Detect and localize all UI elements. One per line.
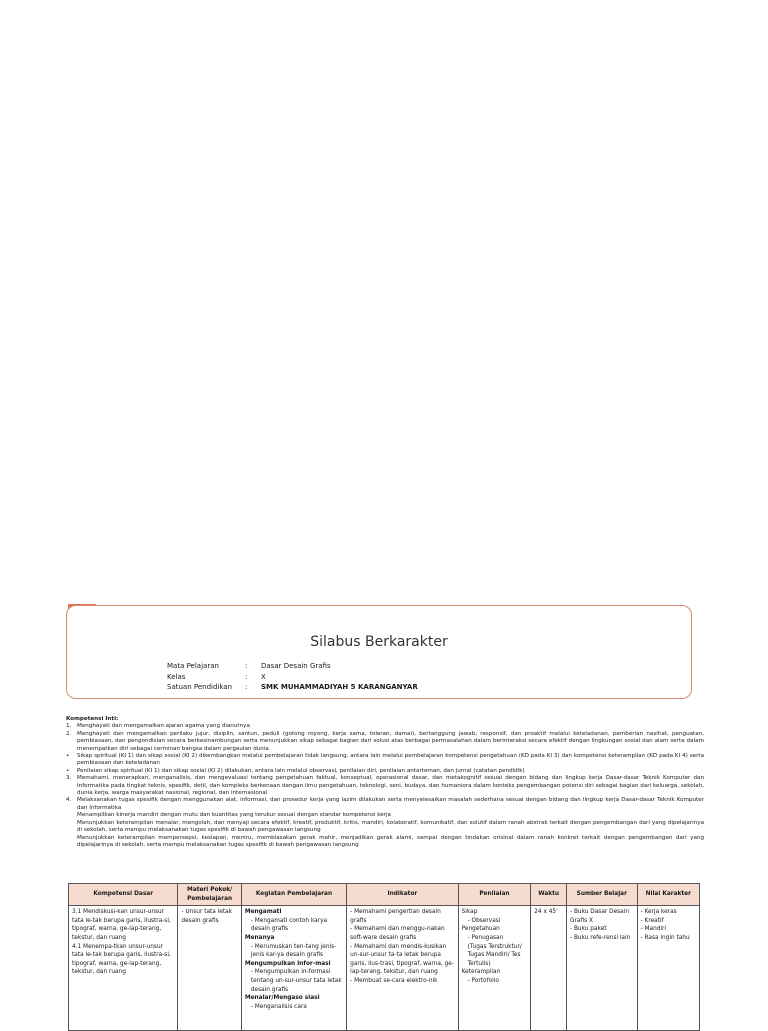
ki-num: 2.	[66, 730, 72, 737]
ki-item	[66, 731, 704, 753]
nilai-item: - Mandiri	[640, 926, 667, 933]
kompetensi-inti	[66, 716, 704, 849]
col-header: Materi Pokok/ Pembelajaran	[178, 884, 241, 906]
materi-item: - Unsur tata letak desain grafis	[181, 909, 233, 924]
kegiatan-heading: Mengumpulkan Infor-masi	[244, 960, 331, 967]
nilai-item: - Kerja keras	[640, 909, 677, 916]
ki-text: Menghayati dan mengamalkan ajaran agama yang dianutnya	[77, 723, 250, 730]
cell-waktu	[531, 906, 567, 1031]
ki-text: Menghayati dan mengamalkan perilaku jujur, disiplin, santun, peduli (gotong royong, kerja sama, toleran, damai), bertanggung jawab, responsif, dan proaktif melalui keteladanan, pemberian nasihat, penguatan, pembiasaan, dan pengondisian secara berkesinambungan serta menunjukkan sikap sebagai bagian dari solusi atas berbagai permasalahan dalam berinteraksi secara efektif dengan lingkungan sosial dan alam serta dalam menempatkan diri sebagai cerminan bangsa dalam pergaulan dunia	[77, 730, 704, 752]
penilaian-item: - Penugasan	[467, 934, 504, 941]
kegiatan-item: - Mengumpulkan in-formasi tentang un-sur-unsur tata letak desain grafis	[250, 969, 342, 993]
meta-row-mapel	[167, 661, 418, 672]
cell-materi	[178, 906, 241, 1031]
header-card	[66, 605, 692, 699]
col-header: Waktu	[531, 884, 567, 906]
penilaian-item: - Observasi	[467, 917, 501, 924]
kegiatan-item: - Menganalisis cara	[250, 1003, 307, 1010]
ki-sub: Menampilkan kinerja mandiri dengan mutu dan kuantitas yang terukur sesuai dengan standar kompetensi kerja	[77, 812, 391, 819]
waktu-value: 24 x 45'	[534, 909, 558, 916]
ki-num: 4.	[66, 797, 72, 804]
col-header: Penilaian	[458, 884, 531, 906]
col-header: Kompetensi Dasar	[69, 884, 178, 906]
meta-sep: :	[245, 672, 248, 681]
meta-key: Kelas	[167, 672, 186, 681]
meta-row-satuan	[167, 682, 418, 693]
meta-value: X	[261, 672, 266, 681]
ki-text: Penilaian sikap spiritual (KI 1) dan sikap sosial (KI 2) dilakukan, antara lain melalui observasi, penilaian diri, penilaian antarteman, dan jurnal (catatan pendidik)	[77, 767, 525, 774]
meta-value: SMK MUHAMMADIYAH 5 KARANGANYAR	[261, 683, 418, 691]
kegiatan-item: - Merumuskan ten-tang jenis-jenis kar-ya desain grafis	[250, 943, 337, 959]
kegiatan-heading: Menalar/Mengaso siasi	[244, 995, 320, 1002]
col-header: Indikator	[347, 884, 458, 906]
ki-item	[66, 753, 704, 768]
ki-sub: Menunjukkan keterampilan mempersepsi, kesiapan, meniru, membiasakan gerak mahir, menjadikan gerak alami, sampai dengan tindakan orisinal dalam ranah konkret terkait dengan pengembangan dari yang dipelajarinya di sekolah, serta mampu melaksanakan tugas spesifik di bawah pengawasan langsung	[77, 834, 704, 848]
penilaian-item: (Tugas Terstruktur/ Tugas Mandiri/ Tes Tertulis)	[467, 943, 522, 967]
meta-sep: :	[245, 683, 248, 691]
meta-value: Dasar Desain Grafis	[261, 662, 331, 670]
ki-item	[66, 768, 704, 775]
meta-key: Mata Pelajaran	[167, 662, 219, 670]
ki-text: Memahami, menerapkan, menganalisis, dan mengevaluasi tentang pengetahuan faktual, konseptual, operasional dasar, dan metakognitif sesuai dengan bidang dan lingkup kerja Dasar-dasar Teknik Komputer dan Informatika pada tingkat teknis, spesifik, detil, dan kompleks berkenaan dengan ilmu pengetahuan, teknologi, seni, budaya, dan humaniora dalam konteks pengembangan potensi diri sebagai bagian dari keluarga, sekolah, dunia kerja, warga masyarakat nasional, regional, dan internasional	[77, 775, 704, 797]
kd-item: 4.1 Menempa-tkan unsur-unsur tata le-tak berupa garis, ilustra-si, tipograf, warna, ge-lap-terang, tekstur, dan ruang	[72, 943, 171, 976]
cell-kegiatan	[241, 906, 346, 1031]
ki-heading: Kompetensi Inti:	[66, 716, 119, 722]
nilai-item: - Rasa ingin tahu	[640, 934, 690, 941]
indikator-item: - Membuat se-cara elektro-nik	[350, 977, 438, 984]
ki-num: 3.	[66, 775, 72, 782]
indikator-item: - Memahami dan menggu-nakan soft-ware desain grafis	[350, 926, 445, 941]
col-header: Nilai Karakter	[637, 884, 699, 906]
ki-text: Melaksanakan tugas spesifik dengan menggunakan alat, informasi, dan prosedur kerja yang lazim dilakukan serta menyelesaikan masalah sederhana sesuai dengan bidang dan lingkup kerja Dasar-dasar Teknik Komputer dan Informatika	[77, 797, 704, 811]
col-header: Sumber Belajar	[567, 884, 638, 906]
ki-num: •	[66, 753, 70, 760]
kd-item: 3.1 Mendiskusi-kan unsur-unsur tata le-tak berupa garis, ilustra-si, tipograf, warna, ge-lap-terang, tekstur, dan ruang	[72, 909, 171, 941]
ki-item	[66, 723, 704, 730]
cell-penilaian	[458, 906, 531, 1031]
table-header-row	[69, 884, 700, 906]
page-title: Silabus Berkarakter	[310, 634, 448, 650]
ki-num: 1.	[66, 723, 72, 730]
ki-text: Sikap spiritual (KI 1) dan sikap sosial (KI 2) dikembangkan melalui pembelajaran tidak langsung, antara lain melalui pembelajaran kompetensi pengetahuan (KD pada KI 3) dan kompetensi keterampilan (KD pada KI 4) serta pembiasaan dan keteladanan	[77, 753, 704, 767]
meta-key: Satuan Pendidikan	[167, 683, 233, 691]
sumber-item: - Buku Dasar Desain Grafis X	[570, 909, 629, 924]
meta-row-kelas	[167, 672, 418, 683]
ki-item	[66, 797, 704, 812]
kegiatan-item: - Mengamati contoh karya desain grafis	[250, 917, 328, 933]
nilai-item: - Kreatif	[640, 917, 664, 924]
penilaian-item: Pengetahuan	[461, 926, 500, 933]
kegiatan-heading: Mengamati	[244, 909, 282, 916]
ki-item	[66, 775, 704, 797]
kegiatan-heading: Menanya	[244, 934, 275, 941]
meta-block	[167, 661, 418, 693]
sumber-item: - Buku paket	[570, 926, 607, 933]
cell-indikator	[347, 906, 458, 1031]
indikator-item: - Memahami dan mendis-kusikan un-sur-unsur ta-ta letak berupa garis, ilus-trasi, tipograf, warna, ge-lap-terang, tekstur, dan ruang	[350, 943, 454, 976]
col-header: Kegiatan Pembelajaran	[241, 884, 346, 906]
penilaian-item: Keterampilan	[461, 969, 501, 976]
silabus-table	[68, 883, 700, 1031]
ki-sub: Menunjukkan keterampilan menalar, mengolah, dan menyaji secara efektif, kreatif, produktif, kritis, mandiri, kolaboratif, komunikatif, dan solutif dalam ranah abstrak terkait dengan pengembangan dari yang dipelajarinya di sekolah, serta mampu melaksanakan tugas spesifik di bawah pengawasan langsung	[77, 819, 704, 834]
sumber-item: - Buku refe-rensi lain	[570, 934, 631, 941]
penilaian-item: - Portofolio	[467, 977, 499, 984]
ki-num: •	[66, 767, 70, 774]
cell-kd	[69, 906, 178, 1031]
table-row	[69, 906, 700, 1031]
cell-nilai	[637, 906, 699, 1031]
penilaian-item: Sikap	[461, 909, 478, 916]
meta-sep: :	[245, 662, 248, 670]
cell-sumber	[567, 906, 638, 1031]
indikator-item: - Memahami pengertian desain grafis	[350, 909, 441, 924]
